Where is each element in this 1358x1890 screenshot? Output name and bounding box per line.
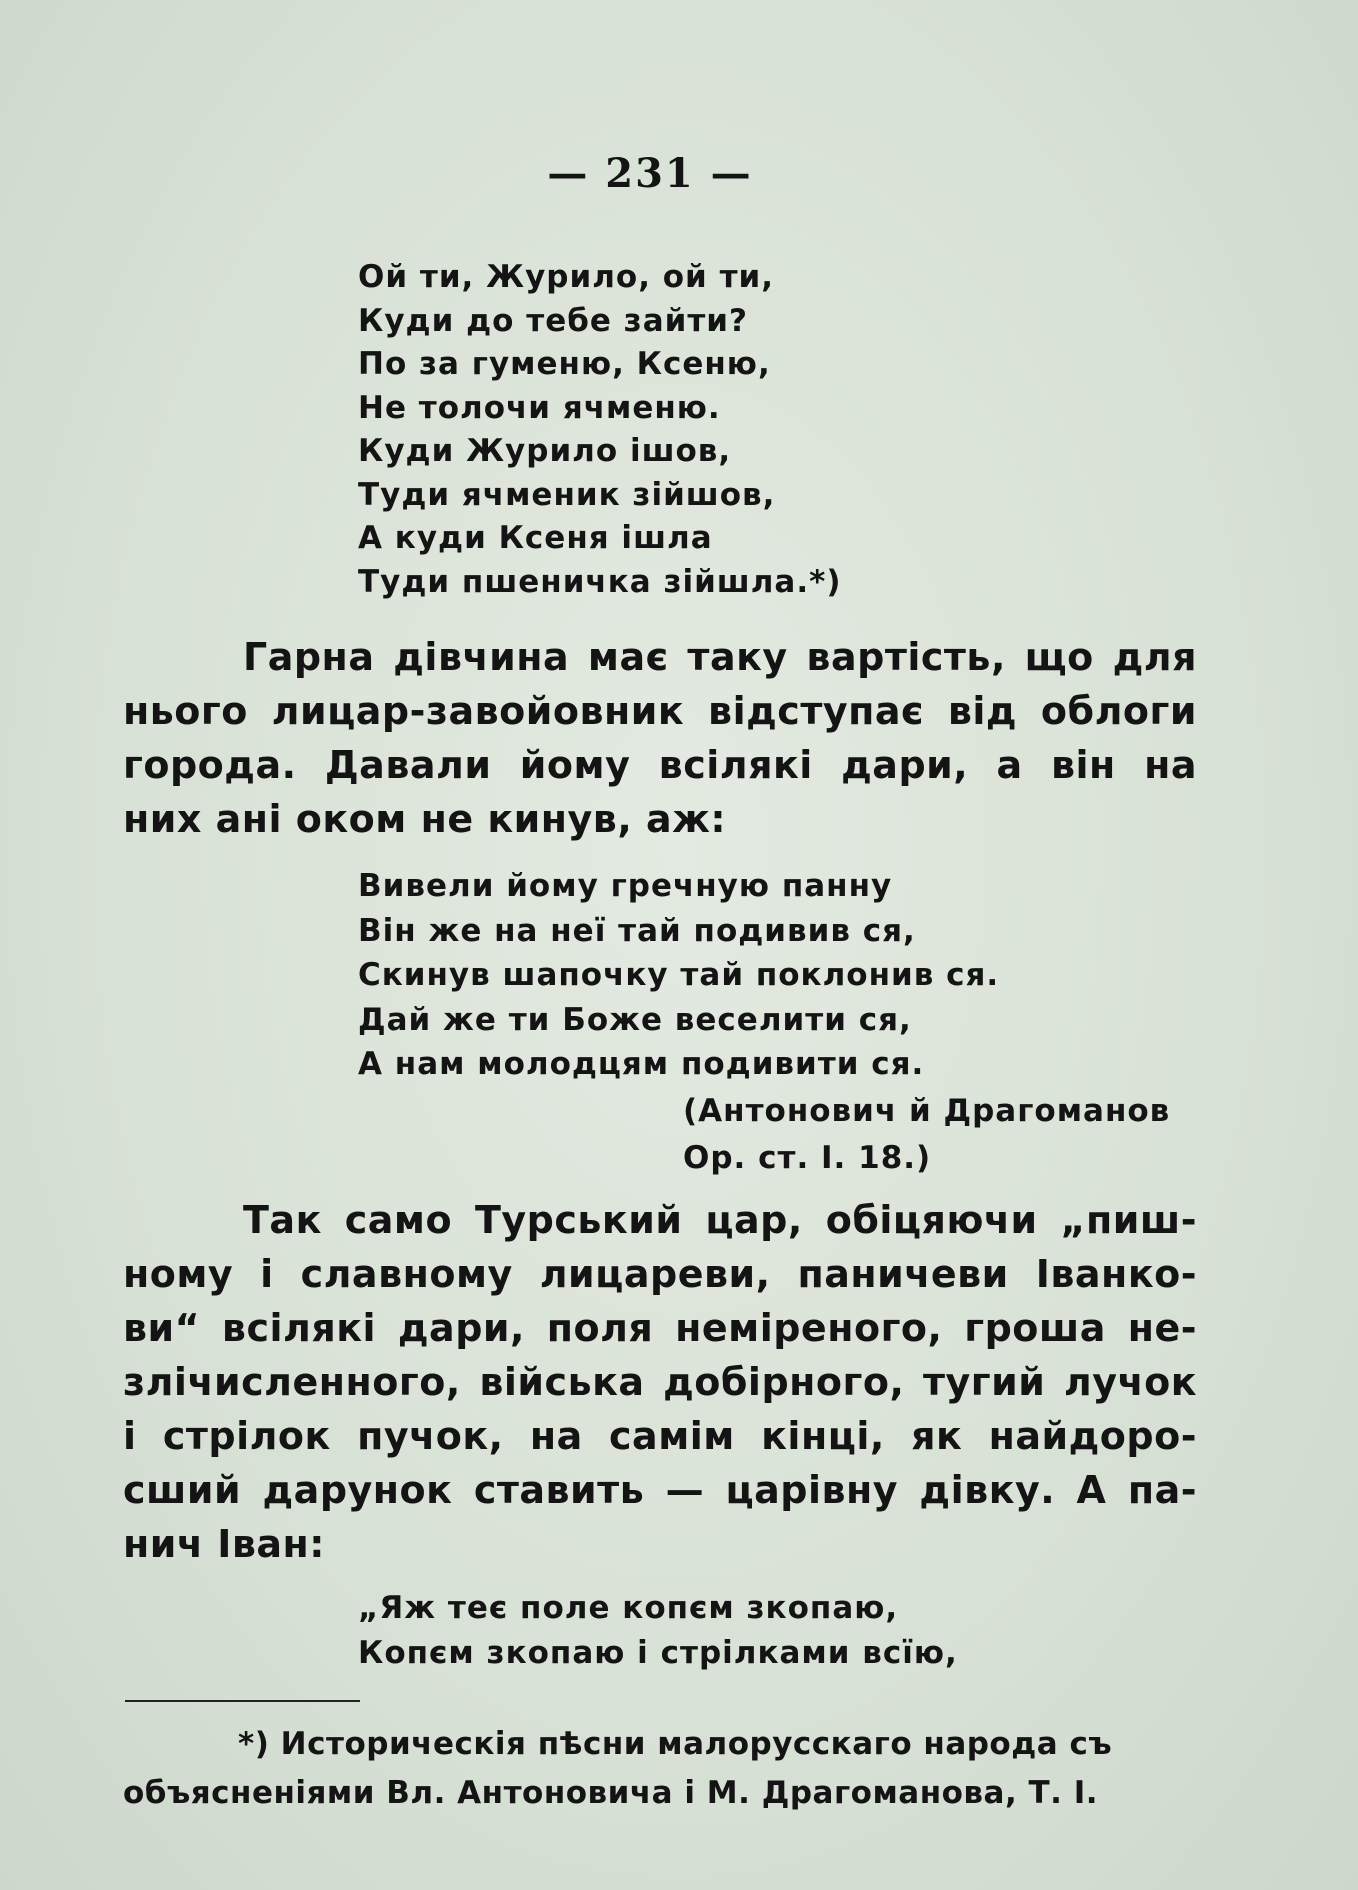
footnote-divider <box>125 1700 360 1702</box>
paragraph-line: Так само Турський цар, обіцяючи „пиш- <box>243 1198 1197 1242</box>
footnote-line: объясненіями Вл. Антоновича і М. Драгоманова, Т. I. <box>123 1775 1099 1811</box>
paragraph-line: Гарна дівчина має таку вартість, що для <box>243 635 1197 679</box>
verse-line: Не толочи ячменю. <box>358 389 721 426</box>
verse-line: Туди ячменик зійшов, <box>358 476 776 513</box>
footnote-line: *) Историческія пѣсни малорусскаго народа съ <box>238 1726 1113 1762</box>
verse-block-3 <box>358 1586 958 1676</box>
verse-line: Туди пшеничка зійшла.*) <box>358 563 842 600</box>
verse-line: Куди до тебе зайти? <box>358 302 749 339</box>
paragraph-line: ви“ всілякі дари, поля неміреного, гроша не- <box>123 1306 1197 1350</box>
footnote <box>123 1720 1197 1818</box>
paragraph-1 <box>123 630 1197 846</box>
paragraph-line: них ані оком не кинув, аж: <box>123 797 727 841</box>
verse-line: По за гуменю, Ксеню, <box>358 346 771 382</box>
citation-line: (Антонович й Драгоманов <box>683 1093 1171 1129</box>
citation <box>683 1088 1170 1182</box>
verse-block-1 <box>358 256 842 604</box>
paragraph-line: сший дарунок ставить — царівну дівку. А па- <box>123 1468 1197 1512</box>
paragraph-2 <box>123 1193 1197 1571</box>
paragraph-line: злічисленного, війська добірного, тугий лучок <box>123 1360 1197 1404</box>
verse-line: „Яж теє поле копєм зкопаю, <box>358 1590 899 1626</box>
paragraph-line: ному і славному лицареви, паничеви Іванко- <box>123 1252 1197 1296</box>
verse-line: Ой ти, Журило, ой ти, <box>358 259 775 295</box>
verse-line: Дай же ти Боже веселити ся, <box>358 1001 912 1038</box>
paragraph-line: нич Іван: <box>123 1522 325 1566</box>
page-number: — 231 — <box>547 150 753 197</box>
verse-line: Вивели йому гречную панну <box>358 868 893 904</box>
verse-line: А нам молодцям подивити ся. <box>358 1046 925 1082</box>
verse-line: Скинув шапочку тай поклонив ся. <box>358 957 1000 993</box>
verse-line: А куди Ксеня ішла <box>358 520 713 556</box>
verse-line: Копєм зкопаю і стрілками всїю, <box>358 1635 958 1671</box>
verse-line: Він же на неї тай подивив ся, <box>358 912 916 949</box>
citation-line: Ор. ст. I. 18.) <box>683 1140 932 1176</box>
paragraph-line: нього лицар-завойовник відступає від облоги <box>123 689 1197 733</box>
paragraph-line: города. Давали йому всілякі дари, а він на <box>123 743 1197 787</box>
verse-line: Куди Журило ішов, <box>358 433 732 469</box>
paragraph-line: і стрілок пучок, на самім кінці, як найдоро- <box>123 1414 1197 1458</box>
verse-block-2 <box>358 864 999 1087</box>
